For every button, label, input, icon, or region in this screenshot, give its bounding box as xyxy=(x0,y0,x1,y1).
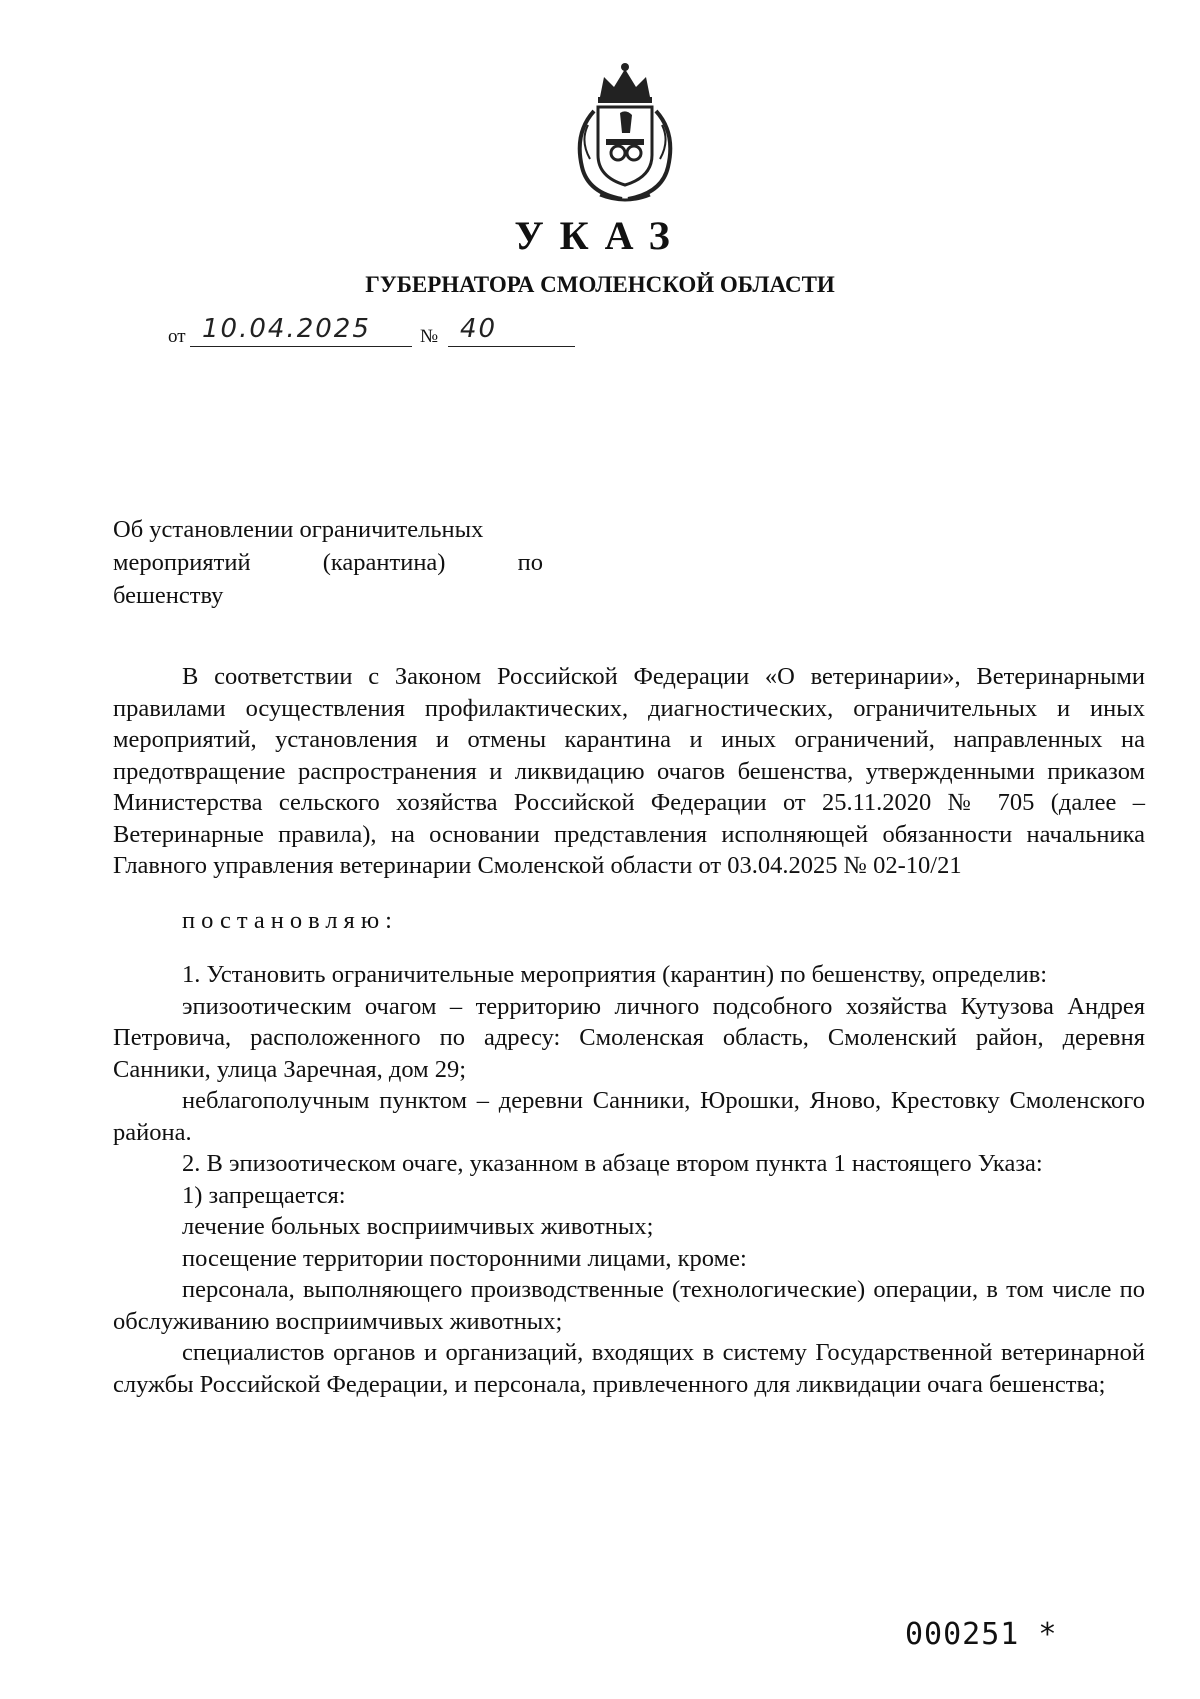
date-handwritten: 10.04.2025 xyxy=(202,314,371,344)
body-paragraph: неблагополучным пунктом – деревни Санники, Юрошки, Яново, Крестовку Смоленского района. xyxy=(113,1087,1145,1146)
date-label: от xyxy=(168,326,186,347)
body-paragraph: специалистов органов и организаций, входящих в систему Государственной ветеринарной службы Российской Федерации, и персонала, привлеченного для ликвидации очага бешенства; xyxy=(113,1339,1145,1398)
number-handwritten: 40 xyxy=(460,314,498,344)
heading-line-2 xyxy=(113,546,543,579)
heading-word: мероприятий xyxy=(113,549,251,576)
heading-line-1: Об установлении ограничительных xyxy=(113,516,484,543)
heading-word: (карантина) xyxy=(322,549,446,576)
heading-line-3: бешенству xyxy=(113,582,224,609)
decree-word: постановляю: xyxy=(182,906,398,934)
body-paragraph: посещение территории посторонними лицами, кроме: xyxy=(182,1244,747,1272)
heading-word: по xyxy=(517,549,543,576)
body-paragraph: 1) запрещается: xyxy=(182,1181,346,1209)
date-underline xyxy=(190,346,412,347)
body-paragraph: 1. Установить ограничительные мероприятия (карантин) по бешенству, определив: xyxy=(182,961,1048,988)
document-subtitle: ГУБЕРНАТОРА СМОЛЕНСКОЙ ОБЛАСТИ xyxy=(365,272,835,297)
number-underline xyxy=(448,346,575,347)
body-paragraph: 2. В эпизоотическом очаге, указанном в абзаце втором пункта 1 настоящего Указа: xyxy=(182,1150,1043,1177)
decree-heading xyxy=(113,513,543,612)
document-title: УКАЗ xyxy=(514,213,686,258)
page-code: 000251 * xyxy=(905,1617,1058,1652)
body-paragraph: персонала, выполняющего производственные (технологические) операции, в том числе по обслуживанию восприимчивых животных; xyxy=(113,1276,1145,1335)
preamble-paragraph: В соответствии с Законом Российской Федерации «О ветеринарии», Ветеринарными правилами осуществления профилактических, диагностических, ограничительных и иных мероприятий, установления и отмены карантина и иных ограничений, направленных на предотвращение распространения и ликвидацию очагов бешенства, утвержденными приказом Министерства сельского хозяйства Российской Федерации от 25.11.2020 № 705 (далее – Ветеринарные правила), на основании представления исполняющей обязанности начальника Главного управления ветеринарии Смоленской области от 03.04.2025 № 02-10/21 xyxy=(113,663,1145,879)
decree-body xyxy=(113,661,1145,1400)
coat-of-arms-emblem xyxy=(560,55,690,205)
body-paragraph: эпизоотическим очагом – территорию личного подсобного хозяйства Кутузова Андрея Петровича, расположенного по адресу: Смоленская область, Смоленский район, деревня Санники, улица Заречная, дом 29; xyxy=(113,992,1145,1083)
body-paragraph: лечение больных восприимчивых животных; xyxy=(182,1213,654,1240)
number-label: № xyxy=(420,326,439,347)
